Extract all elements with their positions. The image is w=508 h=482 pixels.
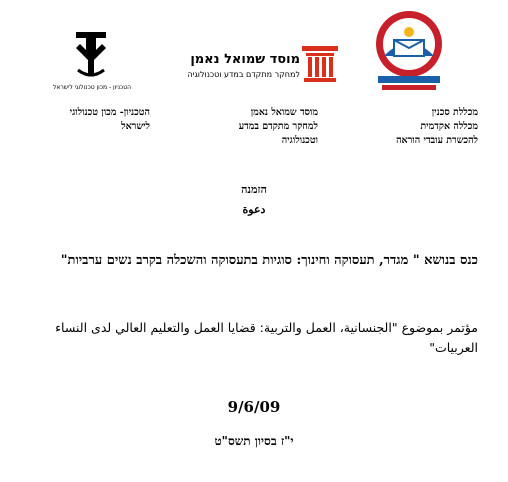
event-hebrew-date: י"ז בסיון תשס"ט — [214, 434, 294, 448]
event-date: 9/6/09 — [227, 398, 281, 416]
institution-line: למחקר מתקדם במדע — [238, 121, 318, 132]
sakhnin-college-logo-icon — [372, 10, 446, 92]
institution-line: להכשרת עובדי הוראה — [396, 135, 478, 146]
institution-sakhnin — [348, 106, 478, 148]
invitation-title-hebrew: הזמנה — [241, 183, 267, 196]
institution-line: מכללה אקדמית — [420, 121, 478, 132]
neaman-institute-logo-icon — [300, 44, 340, 84]
institution-line: מכללת סכנין — [431, 107, 478, 118]
institution-technion — [20, 106, 150, 134]
conference-title-arabic: مؤتمر بموضوع "الجنسانية، العمل والتربية: قضايا العمل والتعليم العالي لدى النساء العربيات" — [55, 320, 478, 355]
institution-line: וטכנולוגיה — [281, 135, 318, 146]
invitation-title-arabic: دعوة — [242, 203, 266, 216]
institution-line: לישראל — [121, 121, 150, 132]
neaman-logo-title: מוסד שמואל נאמן — [190, 52, 300, 67]
neaman-logo-subtitle: למחקר מתקדם במדע וטכנולוגיה — [187, 70, 300, 79]
technion-logo-caption: הטכניון - מכון טכנולוגי לישראל — [52, 84, 132, 91]
institution-line: הטכניון- מכון טכנולוגי — [69, 107, 150, 118]
institution-neaman — [183, 106, 318, 148]
institution-line: מוסד שמואל נאמן — [250, 107, 318, 118]
conference-title-hebrew: כנס בנושא " מגדר, תעסוקה וחינוך: סוגיות בתעסוקה והשכלה בקרב נשים ערביות" — [60, 253, 478, 268]
technion-logo-icon — [72, 30, 110, 82]
